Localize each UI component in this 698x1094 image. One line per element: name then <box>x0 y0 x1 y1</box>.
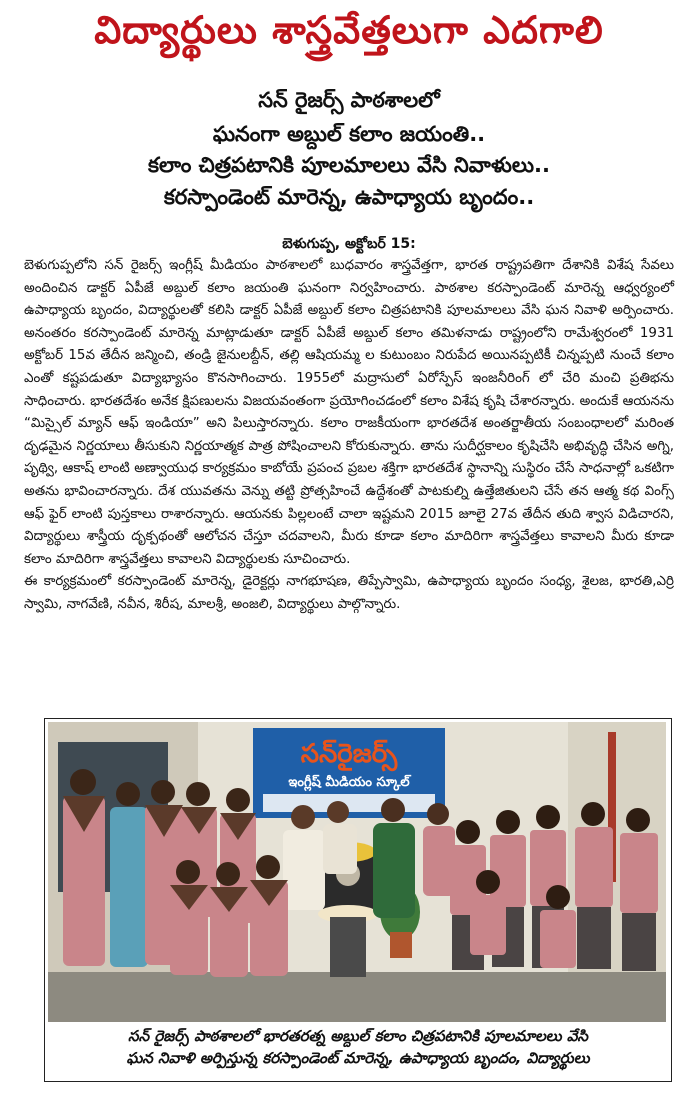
subheading-3: కలాం చిత్రపటానికి పూలమాలలు వేసి నివాళులు.. <box>147 153 551 177</box>
event-photo <box>48 722 666 1022</box>
article-paragraph-2: ఈ కార్యక్రమంలో కరస్పాండెంట్ మారెన్న, డైరెక్టర్లు నాగభూషణ, తిప్పేస్వామి, ఉపాధ్యాయ బృందం సంధ్య, శైలజ, భారతి,ఎర్రి స్వామి, నాగవేణి, నవీన, శిరీష, మాలశ్రీ, అంజలి, విద్యార్థులు పాల్గొన్నారు. <box>24 574 674 612</box>
article-paragraph-1: బెళుగుప్పలోని సన్ రైజర్స్ ఇంగ్లీష్ మీడియం పాఠశాలలో బుధవారం శాస్త్రవేత్తగా, భారత రాష్ట్రపతిగా దేశానికి విశేష సేవలు అందించిన డాక్టర్ ఏపీజే అబ్దుల్ కలాం జయంతి ఘనంగా నిర్వహించారు. పాఠశాల కరస్పాండెంట్ మారెన్న ఆధ్వర్యంలో ఉపాధ్యాయ బృందం, విద్యార్థులతో కలిసి డాక్టర్ ఏపీజే అబ్దుల్ కలాం చిత్రపటానికి పూలమాలలు వేసి ఘన నివాళి అర్పించారు. అనంతరం కరస్పాండెంట్ మారెన్న మాట్లాడుతూ డాక్టర్ ఏపీజే అబ్దుల్ కలాం తమిళనాడు రాష్ట్రంలోని రామేశ్వరంలో 1931 అక్టోబర్ 15వ తేదీన జన్మించి, తండ్రి జైనులబ్దీన్, తల్లి ఆషియమ్మ ల కుటుంబం నిరుపేద అయినప్పటికీ చిన్నప్పటి నుంచే కలాం ఎంతో కష్టపడుతూ విద్యాభ్యాసం కొనసాగించారు. 1955లో మద్రాసులో ఏరోస్పేస్ ఇంజనీరింగ్ లో చేరి మంచి ప్రతిభను సాధించారు. భారతదేశం అనేక క్షిపణులను విజయవంతంగా ప్రయోగించడంలో కలాం విశేష కృషి చేశారన్నారు. అందుకే ఆయనను “మిస్సైల్ మ్యాన్ ఆఫ్ ఇండియా” అని పిలుస్తారన్నారు. కలాం రాజకీయంగా భారతదేశ అంతర్జాతీయ సంబంధాలలో మరింత దృఢమైన నిర్ణయాలు తీసుకుని నిర్ణయాత్మక పాత్ర పోషించాలని కోరుకున్నారు. తాను సుదీర్ఘకాలం కృషిచేసి అభివృద్ధి చేసిన అగ్ని, పృథ్వి, ఆకాష్ లాంటి అణ్వాయుధ కార్యక్రమం కాబోయే ప్రపంచ ప్రబల శక్తిగా భారతదేశ స్థానాన్ని సుస్థిరం చేసే సాధనాల్లో ఒకటిగా అతను భావించారన్నారు. దేశ యువతను వెన్ను తట్టి ప్రోత్సహించే ఉద్దేశంతో పాటకుల్ని ఉత్తేజితులని చేసే తన ఆత్మ కథ వింగ్స్ ఆఫ్ ఫైర్ లాంటి పుస్తకాలు రాశారన్నారు. ఆయనకు పిల్లలంటే చాలా ఇష్టమని 2015 జూలై 27వ తేదీన తుది శ్వాస విడిచారని, విద్యార్థులు శాస్త్రీయ దృక్పథంతో ఆలోచన చేస్తూ చదవాలని, మీరు కూడా కలాం మాదిరిగా శాస్త్రవేత్తలు కావాలని మీరు కూడా కలాం మాదిరిగా శాస్త్రవేత్తలు కావాలని విద్యార్థులకు సూచించారు. <box>24 258 674 567</box>
subheading-1: సన్ రైజర్స్ పాఠశాలలో <box>258 88 440 112</box>
photo-caption <box>45 1025 671 1069</box>
photo-frame <box>44 718 672 1082</box>
article-body <box>24 255 674 617</box>
banner-subtitle: ఇంగ్లీష్ మీడియం స్కూల్ <box>288 775 410 790</box>
subheading-4: కరస్పాండెంట్ మారెన్న, ఉపాధ్యాయ బృందం.. <box>163 185 535 209</box>
caption-line-1: సన్ రైజర్స్ పాఠశాలలో భారతరత్న అబ్దుల్ కలాం చిత్రపటానికి పూలమాలలు వేసి <box>128 1027 588 1045</box>
headline: విద్యార్థులు శాస్త్రవేత్తలుగా ఎదగాలి <box>94 8 604 52</box>
caption-line-2: ఘన నివాళి అర్పిస్తున్న కరస్పాండెంట్ మారెన్న, ఉపాధ్యాయ బృందం, విద్యార్థులు <box>126 1049 590 1067</box>
banner-title: సన్‌రైజర్స్ <box>300 739 398 769</box>
dateline: బెళుగుప్ప, అక్టోబర్ 15: <box>282 236 416 252</box>
subheading-2: ఘనంగా అబ్దుల్ కలాం జయంతి.. <box>212 122 486 146</box>
photo-illustration <box>48 722 666 1022</box>
